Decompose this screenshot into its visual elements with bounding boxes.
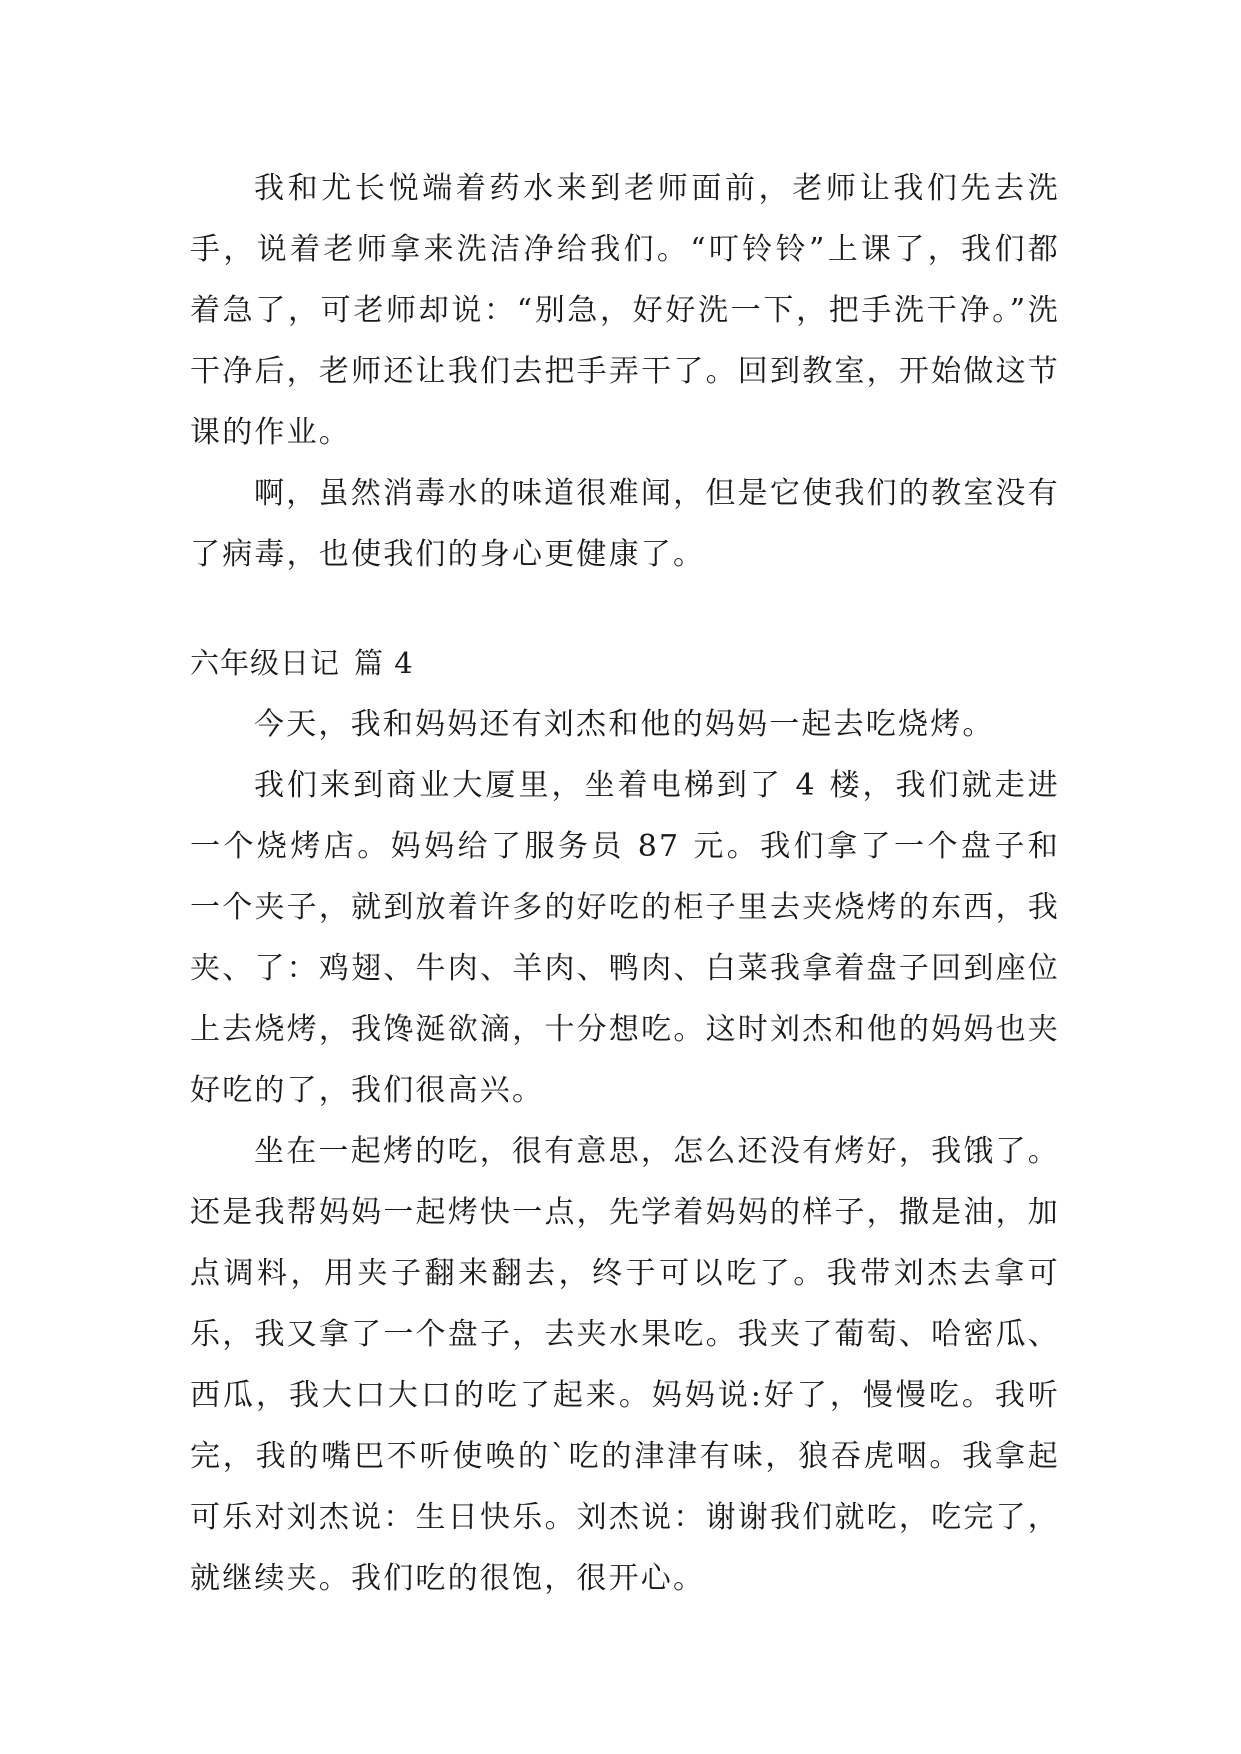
- document-page: [190, 158, 1060, 1609]
- paragraph-bbq-eating: 坐在一起烤的吃，很有意思，怎么还没有烤好，我饿了。还是我帮妈妈一起烤快一点，先学着妈妈的样子，撒是油，加点调料，用夹子翻来翻去，终于可以吃了。我带刘杰去拿可乐，我又拿了一个盘子，去夹水果吃。我夹了葡萄、哈密瓜、西瓜，我大口大口的吃了起来。妈妈说:好了，慢慢吃。我听完，我的嘴巴不听使唤的`吃的津津有味，狼吞虎咽。我拿起可乐对刘杰说：生日快乐。刘杰说：谢谢我们就吃，吃完了，就继续夹。我们吃的很饱，很开心。: [190, 1134, 1060, 1596]
- paragraph-bbq-arrival: 我们来到商业大厦里，坐着电梯到了 4 楼，我们就走进一个烧烤店。妈妈给了服务员 87 元。我们拿了一个盘子和一个夹子，就到放着许多的好吃的柜子里去夹烧烤的东西，我夹、了：鸡翅、牛肉、羊肉、鸭肉、白菜我拿着盘子回到座位上去烧烤，我馋涎欲滴，十分想吃。这时刘杰和他的妈妈也夹好吃的了，我们很高兴。: [190, 768, 1060, 1108]
- section-heading: [190, 633, 1060, 694]
- paragraph-bbq-intro: 今天，我和妈妈还有刘杰和他的妈妈一起去吃烧烤。: [254, 707, 995, 742]
- paragraph-handwashing: 我和尤长悦端着药水来到老师面前，老师让我们先去洗手，说着老师拿来洗洁净给我们。“叮铃铃”上课了，我们都着急了，可老师却说：“别急，好好洗一下，把手洗干净。”洗干净后，老师还让我们去把手弄干了。回到教室，开始做这节课的作业。: [190, 171, 1060, 450]
- section-heading-title: 六年级日记: [190, 646, 341, 680]
- section-heading-label: 篇 4: [354, 646, 414, 680]
- paragraph-disinfectant: 啊，虽然消毒水的味道很难闻，但是它使我们的教室没有了病毒，也使我们的身心更健康了。: [190, 476, 1060, 572]
